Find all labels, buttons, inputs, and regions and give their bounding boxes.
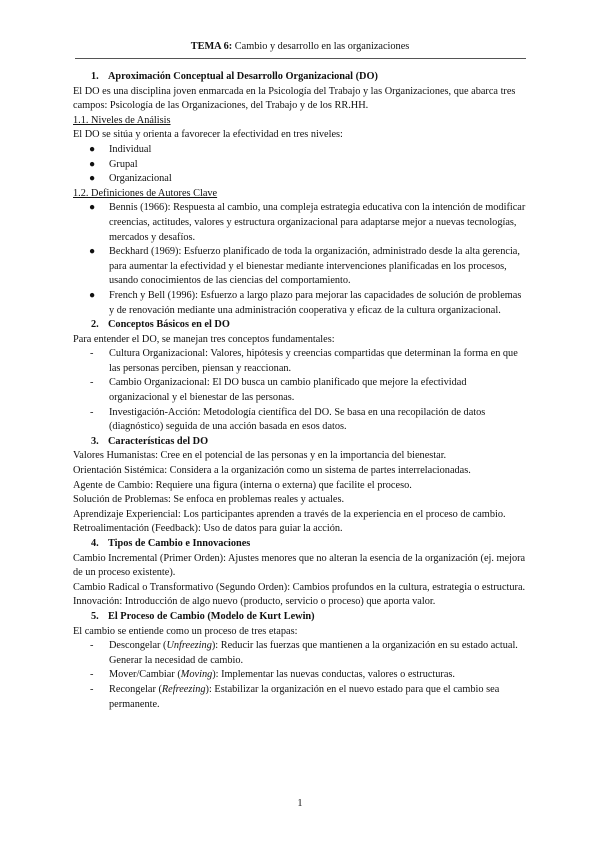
section-3-title: Características del DO (108, 435, 209, 447)
section-2-title: Conceptos Básicos en el DO (108, 319, 230, 331)
section-5-number: 5. (91, 610, 99, 622)
header-title: Cambio y desarrollo en las organizaciones (234, 41, 410, 52)
page-number: 1 (297, 798, 303, 809)
subsection-1-2-title: 1.2. Definiciones de Autores Clave (73, 187, 218, 199)
list-item: - Cambio Organizacional: El DO busca un cambio planificado que mejore la efectividad organizacional y el bienestar de las personas. (90, 377, 467, 404)
section-2-heading (73, 318, 528, 333)
bullet-icon: ● (89, 202, 96, 214)
list-item: ● Organizacional (73, 172, 528, 187)
section-4-title: Tipos de Cambio e Innovaciones (108, 538, 251, 549)
characteristic-item: Orientación Sistémica: Considera a la organización como un sistema de partes interrelacionadas. (73, 465, 471, 477)
page-header (0, 40, 600, 55)
list-item: ● Individual (73, 143, 528, 158)
list-item: - Recongelar (Refreezing): Estabilizar la organización en el nuevo estado para que el cambio sea permanente. (90, 683, 500, 710)
dash-icon: - (90, 669, 94, 681)
list-item: ● Grupal (73, 158, 528, 173)
characteristic-item: Agente de Cambio: Requiere una figura (interna o externa) que facilite el proceso. (73, 479, 412, 491)
header-rule (75, 58, 526, 59)
bullet-icon: ● (89, 246, 96, 258)
section-1-title: Aproximación Conceptual al Desarrollo Organizacional (DO) (108, 71, 378, 82)
lewin-stages-list (73, 639, 528, 712)
change-type-item: Innovación: Introducción de algo nuevo (producto, servicio o proceso) que aporta valor. (73, 596, 436, 608)
section-4-number: 4. (91, 538, 99, 549)
section-3-heading (73, 435, 528, 450)
list-item: - Mover/Cambiar (Moving): Implementar las nuevas conductas, valores o estructuras. (73, 668, 528, 683)
subsection-1-1-title: 1.1. Niveles de Análisis (73, 114, 171, 126)
characteristic-item: Aprendizaje Experiencial: Los participantes aprenden a través de la experiencia en el proceso de cambio. (73, 508, 506, 520)
change-type-item: Cambio Incremental (Primer Orden): Ajustes menores que no alteran la esencia de la organización (ej. mejora de un proceso existente). (73, 552, 526, 579)
section-5-heading (73, 610, 528, 625)
dash-icon: - (90, 640, 94, 652)
section-4-heading (73, 537, 528, 552)
section-3-number: 3. (91, 435, 99, 447)
bullet-icon: ● (89, 158, 96, 170)
list-item: ● Bennis (1966): Respuesta al cambio, una compleja estrategia educativa con la intención de modificar creencias, actitudes, valores y estructura organizacional para adaptarse mejor a nuevas tecnologías, mercados y desafíos. (89, 202, 526, 243)
list-item: - Cultura Organizacional: Valores, hipótesis y creencias compartidas que determinan la forma en que las personas perciben, piensan y reaccionan. (90, 348, 518, 374)
characteristic-item: Retroalimentación (Feedback): Uso de datos para guiar la acción. (73, 523, 343, 535)
section-1-heading (73, 70, 528, 85)
dash-icon: - (90, 406, 94, 418)
section-1-number: 1. (91, 71, 99, 82)
dash-icon: - (90, 377, 94, 389)
characteristic-item: Valores Humanistas: Cree en el potencial de las personas y en la importancia del bienestar. (73, 450, 447, 462)
change-type-item: Cambio Radical o Transformativo (Segundo Orden): Cambios profundos en la cultura, estrategia o estructura. (73, 581, 526, 593)
list-item: - Investigación-Acción: Metodología científica del DO. Se basa en una recopilación de datos (diagnóstico) seguida de una acción basada en esos datos. (90, 406, 486, 433)
bullet-icon: ● (89, 173, 96, 185)
definitions-list (73, 201, 528, 318)
bullet-icon: ● (89, 289, 96, 301)
document-body (73, 70, 528, 712)
list-item: ● French y Bell (1996): Esfuerzo a largo plazo para mejorar las capacidades de solución de problemas y de renovación mediante una administración cooperativa y eficaz de la cultura organizacional. (89, 289, 522, 316)
dash-icon: - (90, 348, 94, 360)
section-5-title: El Proceso de Cambio (Modelo de Kurt Lewin) (108, 610, 315, 622)
list-item: ● Beckhard (1969): Esfuerzo planificado de toda la organización, administrado desde la alta gerencia, para aumentar la efectividad y el bienestar mediante intervenciones planificadas en los procesos, usando conocimientos de las ciencias del comportamiento. (89, 246, 520, 287)
bullet-icon: ● (89, 143, 96, 155)
list-item: - Descongelar (Unfreezing): Reducir las fuerzas que mantienen a la organización en su estado actual. Generar la necesidad de cambio. (90, 640, 518, 666)
dash-icon: - (90, 683, 94, 695)
section-2-intro: Para entender el DO, se manejan tres conceptos fundamentales: (73, 333, 335, 345)
characteristic-item: Solución de Problemas: Se enfoca en problemas reales y actuales. (73, 494, 345, 506)
subsection-1-1-text: El DO se sitúa y orienta a favorecer la efectividad en tres niveles: (73, 129, 343, 141)
concepts-list (73, 347, 528, 435)
levels-list (73, 143, 528, 187)
header-tema: TEMA 6: (190, 41, 233, 52)
section-5-intro: El cambio se entiende como un proceso de tres etapas: (73, 625, 298, 637)
section-1-intro: El DO es una disciplina joven enmarcada en la Psicología del Trabajo y las Organizaciones, que abarca tres campos: Psicología de las Organizaciones, del Trabajo y de los RR.HH. (73, 85, 516, 112)
section-2-number: 2. (91, 319, 99, 331)
